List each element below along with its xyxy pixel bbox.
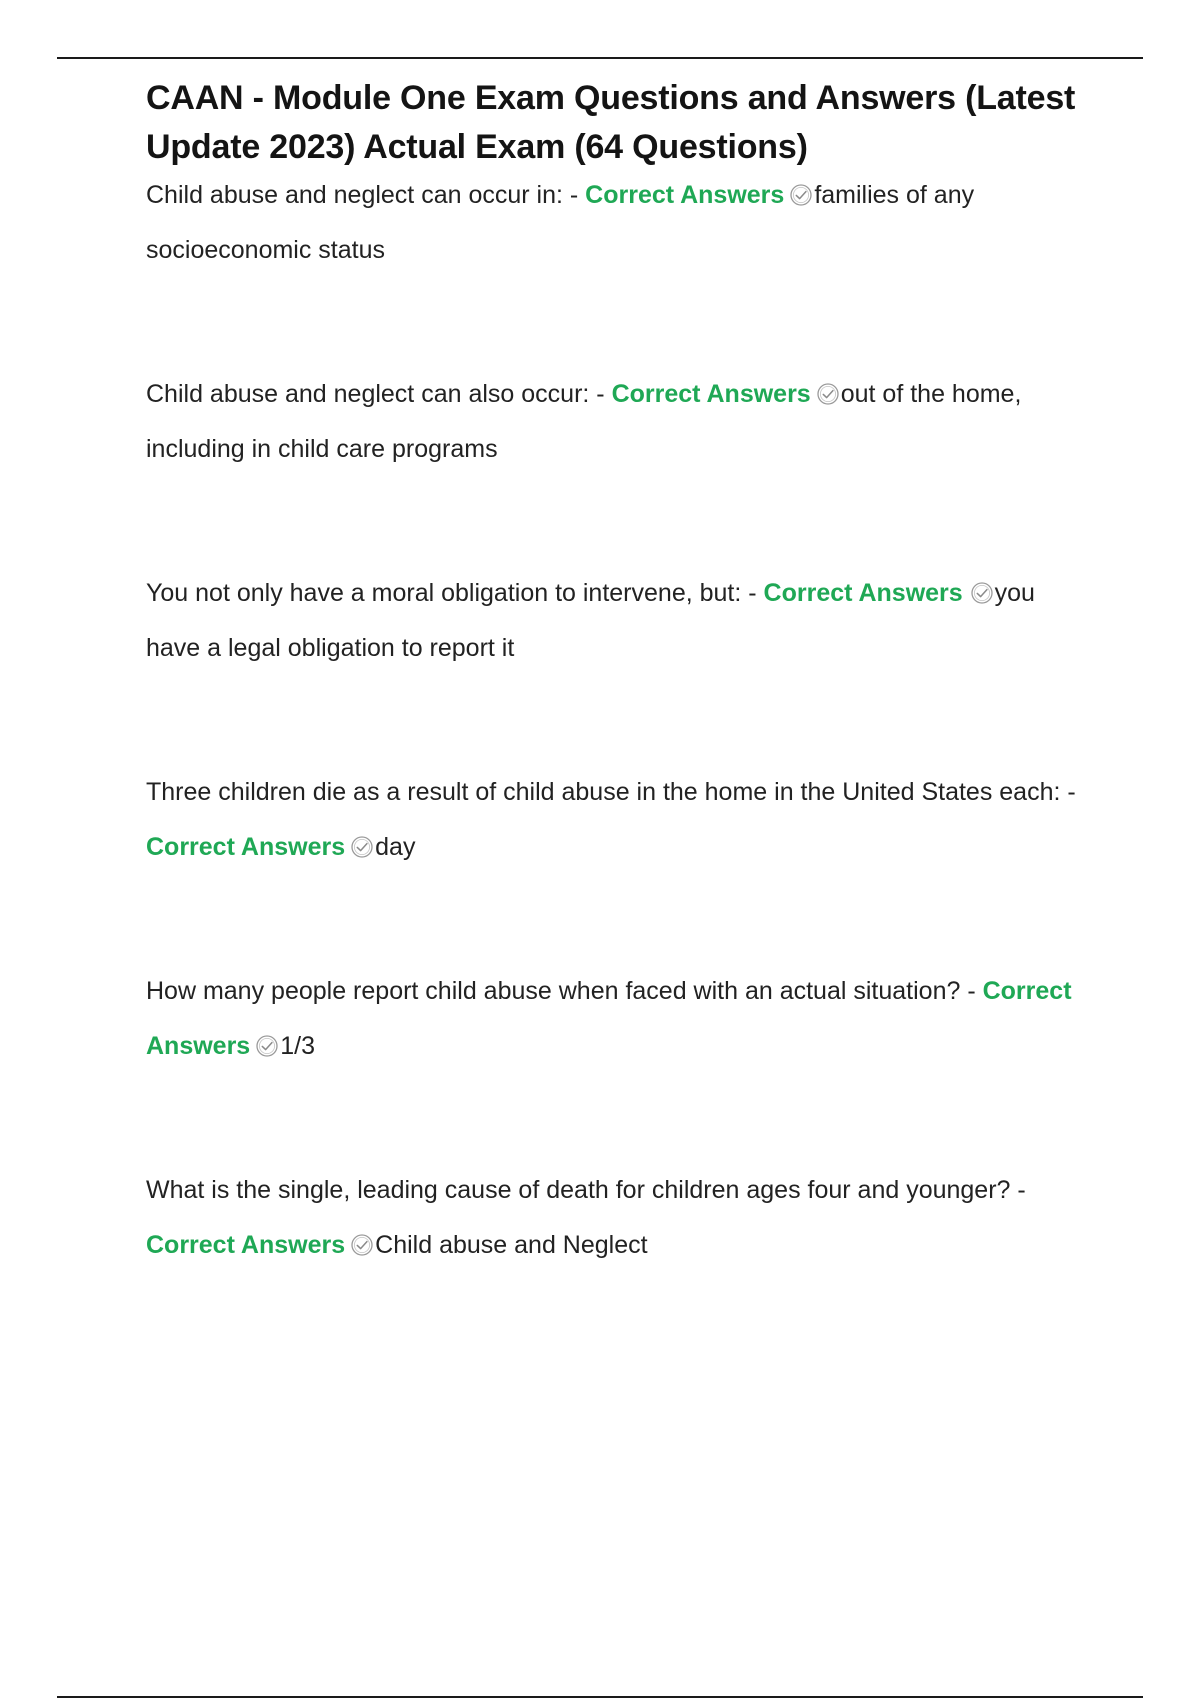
correct-answers-label: Correct Answers xyxy=(146,833,346,861)
check-circle-icon xyxy=(789,183,813,207)
qa-item xyxy=(146,964,1096,1074)
check-circle-icon xyxy=(255,1034,279,1058)
qa-item xyxy=(146,1163,1096,1273)
correct-answers-label: Correct Answers xyxy=(611,380,811,408)
correct-answers-label: Correct Answers xyxy=(763,579,963,607)
qa-item xyxy=(146,168,1096,278)
question-text: Child abuse and neglect can occur in: xyxy=(146,181,563,209)
check-circle-icon xyxy=(816,382,840,406)
question-text: Three children die as a result of child abuse in the home in the United States each: xyxy=(146,778,1061,806)
check-circle-icon xyxy=(350,1233,374,1257)
question-text: How many people report child abuse when faced with an actual situation? xyxy=(146,977,961,1005)
answer-text: you have a legal obligation to report it xyxy=(146,579,1035,662)
question-text: Child abuse and neglect can also occur: xyxy=(146,380,590,408)
correct-answers-label: Correct Answers xyxy=(146,1231,346,1259)
answer-text: families of any socioeconomic status xyxy=(146,181,975,264)
separator: - xyxy=(960,977,983,1005)
check-circle-icon xyxy=(970,581,994,605)
document-body xyxy=(146,74,1096,1273)
question-text: What is the single, leading cause of death for children ages four and younger? xyxy=(146,1176,1011,1204)
separator: - xyxy=(1010,1176,1026,1204)
question-text: You not only have a moral obligation to intervene, but: xyxy=(146,579,742,607)
qa-item xyxy=(146,566,1096,676)
separator: - xyxy=(1060,778,1076,806)
correct-answers-label: Correct Answers xyxy=(146,977,1072,1060)
answer-text: 1/3 xyxy=(280,1032,315,1060)
correct-answers-label: Correct Answers xyxy=(585,181,785,209)
top-rule xyxy=(57,57,1143,59)
separator: - xyxy=(562,181,586,209)
bottom-rule xyxy=(57,1696,1143,1698)
answer-text: Child abuse and Neglect xyxy=(375,1231,648,1259)
qa-item xyxy=(146,367,1096,477)
answer-text: day xyxy=(375,833,416,861)
check-circle-icon xyxy=(350,835,374,859)
separator: - xyxy=(741,579,764,607)
qa-item xyxy=(146,765,1096,875)
answer-text: out of the home, including in child care programs xyxy=(146,380,1022,463)
document-title: CAAN - Module One Exam Questions and Answers (Latest Update 2023) Actual Exam (64 Questions) xyxy=(146,79,1076,166)
separator: - xyxy=(589,380,612,408)
